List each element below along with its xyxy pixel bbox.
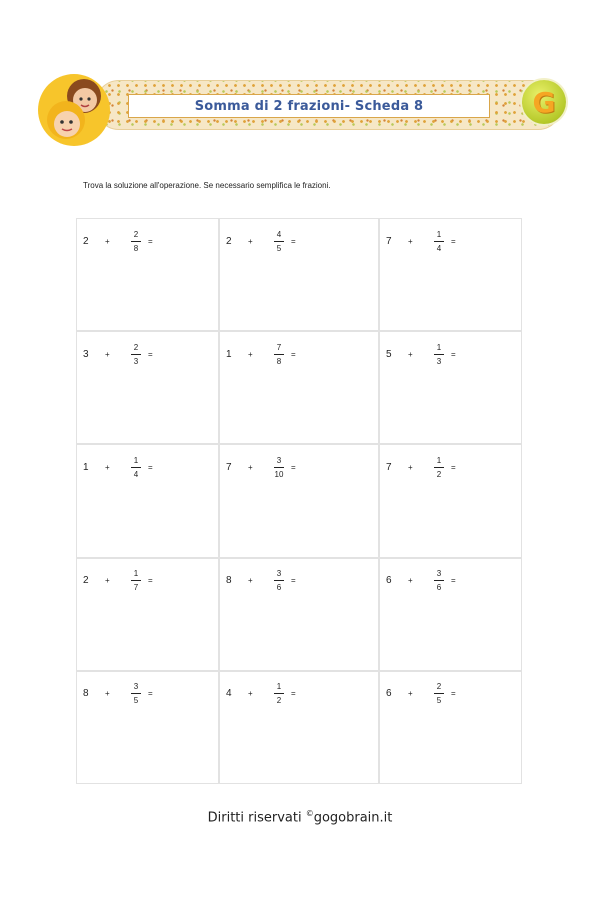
fraction (125, 681, 147, 706)
plus-sign: + (248, 576, 253, 586)
denominator: 6 (436, 583, 442, 593)
exercise-cell (76, 331, 219, 444)
numerator: 1 (436, 455, 442, 465)
fraction (268, 342, 290, 367)
denominator: 2 (436, 469, 442, 479)
fraction (125, 229, 147, 254)
fraction-bar (274, 693, 284, 694)
fraction-bar (434, 241, 444, 242)
whole-number: 1 (83, 461, 89, 473)
denominator: 8 (276, 356, 282, 366)
numerator: 1 (133, 569, 139, 579)
exercise-cell (76, 218, 219, 331)
whole-number: 1 (226, 348, 232, 360)
equals-sign: = (148, 462, 153, 472)
exercise-expression (83, 338, 153, 370)
equals-sign: = (451, 689, 456, 699)
numerator: 3 (276, 569, 282, 579)
whole-number: 7 (226, 461, 232, 473)
plus-sign: + (248, 462, 253, 472)
plus-sign: + (248, 349, 253, 359)
fraction (125, 342, 147, 367)
plus-sign: + (248, 236, 253, 246)
numerator: 1 (436, 342, 442, 352)
fraction (428, 229, 450, 254)
exercise-cell (379, 218, 522, 331)
exercise-expression (386, 678, 456, 710)
fraction (428, 568, 450, 593)
exercise-cell (219, 331, 379, 444)
footer (0, 809, 600, 825)
equals-sign: = (451, 236, 456, 246)
denominator: 4 (436, 243, 442, 253)
plus-sign: + (408, 689, 413, 699)
equals-sign: = (148, 349, 153, 359)
numerator: 4 (276, 229, 282, 239)
header-banner (40, 70, 565, 138)
exercise-expression (386, 338, 456, 370)
fraction (268, 681, 290, 706)
footer-site: gogobrain.it (313, 810, 393, 826)
numerator: 1 (276, 682, 282, 692)
numerator: 3 (133, 682, 139, 692)
exercise-cell (219, 558, 379, 671)
exercise-expression (83, 225, 153, 257)
equals-sign: = (291, 236, 296, 246)
plus-sign: + (105, 689, 110, 699)
numerator: 1 (436, 229, 442, 239)
exercise-expression (226, 225, 296, 257)
exercise-expression (226, 451, 296, 483)
fraction-bar (131, 241, 141, 242)
whole-number: 8 (83, 688, 89, 700)
equals-sign: = (148, 576, 153, 586)
page-title: Somma di 2 frazioni- Scheda 8 (194, 98, 424, 114)
equals-sign: = (451, 462, 456, 472)
exercise-expression (386, 565, 456, 597)
exercise-grid (76, 218, 522, 784)
fraction-bar (131, 354, 141, 355)
fraction-bar (434, 467, 444, 468)
fraction-bar (434, 354, 444, 355)
equals-sign: = (148, 236, 153, 246)
denominator: 8 (133, 243, 139, 253)
footer-text: Diritti riservati (207, 810, 306, 826)
whole-number: 5 (386, 348, 392, 360)
whole-number: 6 (386, 575, 392, 587)
exercise-cell (219, 218, 379, 331)
exercise-expression (226, 338, 296, 370)
equals-sign: = (148, 689, 153, 699)
fraction-bar (274, 354, 284, 355)
exercise-cell (76, 558, 219, 671)
numerator: 1 (133, 455, 139, 465)
whole-number: 2 (226, 235, 232, 247)
instruction-text: Trova la soluzione all'operazione. Se necessario semplifica le frazioni. (83, 181, 331, 190)
fraction-bar (131, 580, 141, 581)
exercise-expression (83, 678, 153, 710)
fraction (268, 455, 290, 480)
denominator: 2 (276, 696, 282, 706)
whole-number: 7 (386, 461, 392, 473)
whole-number: 8 (226, 575, 232, 587)
exercise-expression (386, 451, 456, 483)
denominator: 5 (276, 243, 282, 253)
plus-sign: + (105, 349, 110, 359)
fraction (428, 342, 450, 367)
whole-number: 7 (386, 235, 392, 247)
exercise-cell (219, 671, 379, 784)
numerator: 2 (133, 229, 139, 239)
denominator: 7 (133, 583, 139, 593)
exercise-expression (83, 451, 153, 483)
exercise-cell (379, 671, 522, 784)
denominator: 3 (436, 356, 442, 366)
fraction-bar (131, 467, 141, 468)
fraction (268, 568, 290, 593)
fraction (428, 455, 450, 480)
whole-number: 6 (386, 688, 392, 700)
denominator: 4 (133, 469, 139, 479)
fraction-bar (434, 693, 444, 694)
g-logo-letter: G (532, 85, 556, 119)
numerator: 3 (436, 569, 442, 579)
exercise-cell (76, 671, 219, 784)
whole-number: 2 (83, 235, 89, 247)
exercise-expression (226, 565, 296, 597)
plus-sign: + (408, 462, 413, 472)
equals-sign: = (451, 349, 456, 359)
exercise-cell (379, 444, 522, 557)
plus-sign: + (408, 349, 413, 359)
plus-sign: + (408, 576, 413, 586)
equals-sign: = (291, 349, 296, 359)
denominator: 3 (133, 356, 139, 366)
equals-sign: = (291, 462, 296, 472)
exercise-cell (379, 331, 522, 444)
numerator: 2 (436, 682, 442, 692)
plus-sign: + (408, 236, 413, 246)
denominator: 6 (276, 583, 282, 593)
fraction (125, 568, 147, 593)
copyright-symbol: © (305, 809, 314, 818)
g-logo-icon (522, 80, 566, 124)
exercise-cell (219, 444, 379, 557)
equals-sign: = (291, 576, 296, 586)
whole-number: 3 (83, 348, 89, 360)
exercise-expression (83, 565, 153, 597)
numerator: 7 (276, 342, 282, 352)
kids-logo-icon (38, 70, 118, 150)
numerator: 3 (276, 455, 282, 465)
exercise-cell (379, 558, 522, 671)
equals-sign: = (451, 576, 456, 586)
whole-number: 2 (83, 575, 89, 587)
numerator: 2 (133, 342, 139, 352)
banner-title-box (128, 94, 490, 118)
fraction-bar (131, 693, 141, 694)
plus-sign: + (248, 689, 253, 699)
whole-number: 4 (226, 688, 232, 700)
equals-sign: = (291, 689, 296, 699)
denominator: 10 (274, 469, 284, 479)
exercise-expression (226, 678, 296, 710)
fraction (125, 455, 147, 480)
fraction (428, 681, 450, 706)
fraction-bar (274, 467, 284, 468)
fraction-bar (274, 580, 284, 581)
plus-sign: + (105, 236, 110, 246)
plus-sign: + (105, 576, 110, 586)
denominator: 5 (436, 696, 442, 706)
exercise-expression (386, 225, 456, 257)
fraction (268, 229, 290, 254)
fraction-bar (274, 241, 284, 242)
denominator: 5 (133, 696, 139, 706)
exercise-cell (76, 444, 219, 557)
fraction-bar (434, 580, 444, 581)
plus-sign: + (105, 462, 110, 472)
